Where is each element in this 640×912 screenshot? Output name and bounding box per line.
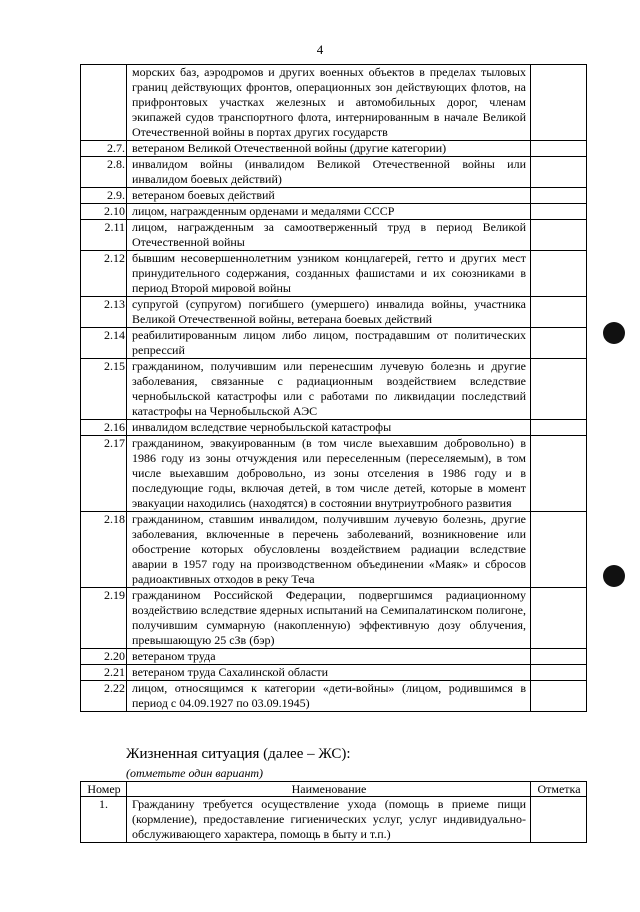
row-number bbox=[81, 65, 127, 141]
row-description: морских баз, аэродромов и других военных объектов в пределах тыловых границ действующих фронтов, операционных зон действующих флотов, на прифронтовых участках железных и автомобильных дорог, членам экипажей судов транспортного флота, интернированным в начале Великой Отечественной войны в портах других государств bbox=[127, 65, 531, 141]
row-number: 2.8. bbox=[81, 157, 127, 188]
row-description: ветераном Великой Отечественной войны (другие категории) bbox=[127, 141, 531, 157]
row-number: 2.15 bbox=[81, 359, 127, 420]
page-number: 4 bbox=[316, 42, 324, 57]
column-header-number: Номер bbox=[81, 782, 127, 797]
row-description: гражданином, ставшим инвалидом, получившим лучевую болезнь, другие заболевания, включенные в перечень заболеваний, возникновение или обострение которых обусловлены воздействием радиации вследствие аварии в 1957 году на производственном объединении «Маяк» и сбросов радиоактивных отходов в реку Теча bbox=[127, 512, 531, 588]
table-row bbox=[81, 436, 587, 512]
row-description: инвалидом вследствие чернобыльской катастрофы bbox=[127, 420, 531, 436]
column-header-name: Наименование bbox=[127, 782, 531, 797]
row-number: 2.10 bbox=[81, 204, 127, 220]
table-row bbox=[81, 797, 587, 843]
row-description: ветераном боевых действий bbox=[127, 188, 531, 204]
row-number: 2.20 bbox=[81, 649, 127, 665]
life-situation-table bbox=[80, 781, 587, 843]
table-row bbox=[81, 649, 587, 665]
mark-cell[interactable] bbox=[531, 797, 587, 843]
row-description: лицом, награжденным за самоотверженный труд в период Великой Отечественной войны bbox=[127, 220, 531, 251]
row-number: 2.21 bbox=[81, 665, 127, 681]
row-number: 2.11 bbox=[81, 220, 127, 251]
mark-cell[interactable] bbox=[531, 681, 587, 712]
mark-cell[interactable] bbox=[531, 436, 587, 512]
table-row bbox=[81, 588, 587, 649]
row-number: 2.7. bbox=[81, 141, 127, 157]
row-number: 2.13 bbox=[81, 297, 127, 328]
mark-cell[interactable] bbox=[531, 512, 587, 588]
table-header-row bbox=[81, 782, 587, 797]
mark-cell[interactable] bbox=[531, 665, 587, 681]
row-description: лицом, относящимся к категории «дети-войны» (лицом, родившимся в период с 04.09.1927 по 03.09.1945) bbox=[127, 681, 531, 712]
row-number: 2.18 bbox=[81, 512, 127, 588]
mark-cell[interactable] bbox=[531, 588, 587, 649]
row-number: 2.17 bbox=[81, 436, 127, 512]
table-row bbox=[81, 665, 587, 681]
table-row bbox=[81, 328, 587, 359]
category-table bbox=[80, 64, 587, 712]
row-number: 2.12 bbox=[81, 251, 127, 297]
mark-cell[interactable] bbox=[531, 204, 587, 220]
mark-cell[interactable] bbox=[531, 251, 587, 297]
mark-cell[interactable] bbox=[531, 157, 587, 188]
row-description: супругой (супругом) погибшего (умершего) инвалида войны, участника Великой Отечественной войны, ветерана боевых действий bbox=[127, 297, 531, 328]
punch-hole-mark bbox=[603, 565, 625, 587]
table-row bbox=[81, 359, 587, 420]
table-row bbox=[81, 420, 587, 436]
table-row bbox=[81, 141, 587, 157]
mark-cell[interactable] bbox=[531, 420, 587, 436]
table-row bbox=[81, 65, 587, 141]
table-row bbox=[81, 220, 587, 251]
column-header-mark: Отметка bbox=[531, 782, 587, 797]
row-description: Гражданину требуется осуществление ухода (помощь в приеме пищи (кормление), предоставление гигиенических услуг, услуг индивидуально-обслуживающего характера, помощь в быту и т.п.) bbox=[127, 797, 531, 843]
mark-cell[interactable] bbox=[531, 359, 587, 420]
table-row bbox=[81, 251, 587, 297]
punch-hole-mark bbox=[603, 322, 625, 344]
mark-cell[interactable] bbox=[531, 328, 587, 359]
table-row bbox=[81, 681, 587, 712]
table-row bbox=[81, 297, 587, 328]
mark-cell[interactable] bbox=[531, 141, 587, 157]
row-description: ветераном труда Сахалинской области bbox=[127, 665, 531, 681]
life-situation-heading: Жизненная ситуация (далее – ЖС): bbox=[126, 746, 351, 762]
row-description: инвалидом войны (инвалидом Великой Отечественной войны или инвалидом боевых действий) bbox=[127, 157, 531, 188]
row-description: лицом, награжденным орденами и медалями СССР bbox=[127, 204, 531, 220]
row-description: бывшим несовершеннолетним узником концлагерей, гетто и других мест принудительного содержания, созданных фашистами и их союзниками в период Второй мировой войны bbox=[127, 251, 531, 297]
mark-cell[interactable] bbox=[531, 297, 587, 328]
table-row bbox=[81, 512, 587, 588]
mark-cell[interactable] bbox=[531, 649, 587, 665]
row-number: 2.19 bbox=[81, 588, 127, 649]
row-number: 2.22 bbox=[81, 681, 127, 712]
row-description: гражданином Российской Федерации, подвергшимся радиационному воздействию вследствие ядерных испытаний на Семипалатинском полигоне, получившим суммарную (накопленную) эффективную дозу облучения, превышающую 25 сЗв (бэр) bbox=[127, 588, 531, 649]
row-number: 1. bbox=[81, 797, 127, 843]
mark-cell[interactable] bbox=[531, 220, 587, 251]
mark-cell[interactable] bbox=[531, 188, 587, 204]
table-row bbox=[81, 188, 587, 204]
row-description: ветераном труда bbox=[127, 649, 531, 665]
row-description: гражданином, эвакуированным (в том числе выехавшим добровольно) в 1986 году из зоны отчуждения или переселенным (переселяемым), в том числе выехавшим добровольно, из зоны отселения в 1986 году и в последующие годы, включая детей, в том числе детей, которые в момент эвакуации находились (находятся) в состоянии внутриутробного развития bbox=[127, 436, 531, 512]
table-row bbox=[81, 157, 587, 188]
row-number: 2.14 bbox=[81, 328, 127, 359]
row-description: гражданином, получившим или перенесшим лучевую болезнь и другие заболевания, связанные с радиационным воздействием вследствие чернобыльской катастрофы или с работами по ликвидации последствий катастрофы на Чернобыльской АЭС bbox=[127, 359, 531, 420]
row-number: 2.16 bbox=[81, 420, 127, 436]
mark-cell[interactable] bbox=[531, 65, 587, 141]
row-description: реабилитированным лицом либо лицом, пострадавшим от политических репрессий bbox=[127, 328, 531, 359]
table-row bbox=[81, 204, 587, 220]
life-situation-note: (отметьте один вариант) bbox=[126, 766, 264, 780]
row-number: 2.9. bbox=[81, 188, 127, 204]
